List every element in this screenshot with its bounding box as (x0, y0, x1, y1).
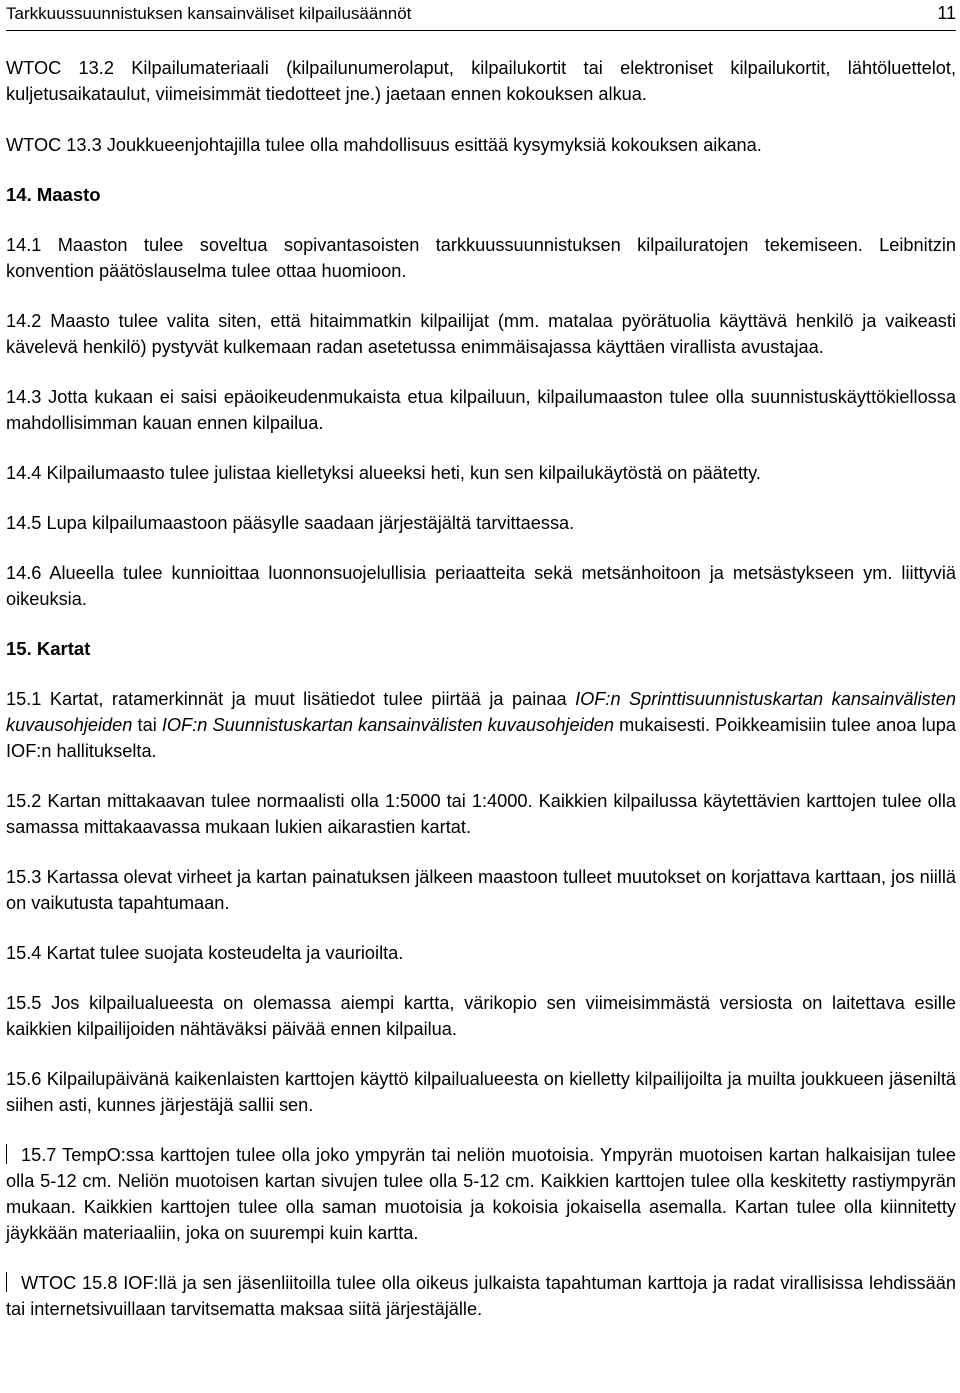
paragraph-14-1: 14.1 Maaston tulee soveltua sopivantasoisten tarkkuussuunnistuksen kilpailuratojen tekemiseen. Leibnitzin konvention päätöslauselma tulee ottaa huomioon. (6, 235, 956, 281)
document-page (6, 0, 956, 1322)
section-heading-15: 15. Kartat (6, 638, 91, 659)
paragraph-14-3: 14.3 Jotta kukaan ei saisi epäoikeudenmukaista etua kilpailuun, kilpailumaaston tulee olla suunnistuskäyttökiellossa mahdollisimman kauan ennen kilpailua. (6, 387, 956, 433)
paragraph-15-1-reference-orienteering: IOF:n Suunnistuskartan kansainvälisten kuvausohjeiden (161, 715, 614, 735)
paragraph-15-7 (6, 1142, 956, 1246)
paragraph-15-1-text-a: 15.1 Kartat, ratamerkinnät ja muut lisätiedot tulee piirtää ja painaa (6, 689, 576, 709)
paragraph-15-6: 15.6 Kilpailupäivänä kaikenlaisten karttojen käyttö kilpailualueesta on kielletty kilpailijoilta ja muilta joukkueen jäseniltä siihen asti, kunnes järjestäjä sallii sen. (6, 1069, 956, 1115)
page-header (6, 0, 956, 31)
paragraph-15-7-text: 15.7 TempO:ssa karttojen tulee olla joko ympyrän tai neliön muotoisia. Ympyrän muotoisen kartan halkaisijan tulee olla 5-12 cm. Neliön muotoisen kartan sivujen tulee olla 5-12 cm. Kaikkien karttojen tulee olla keskitetty rastiympyrän mukaan. Kaikkien karttojen tulee olla saman muotoisia ja kokoisia jokaisella asemalla. Kartan tulee olla kiinnitetty jäykkään materiaaliin, joka on suurempi kuin kartta. (6, 1145, 956, 1243)
header-title: Tarkkuussuunnistuksen kansainväliset kilpailusäännöt (6, 4, 412, 23)
paragraph-15-5: 15.5 Jos kilpailualueesta on olemassa aiempi kartta, värikopio sen viimeisimmästä versiosta on laitettava esille kaikkien kilpailijoiden nähtäväksi päivää ennen kilpailua. (6, 993, 956, 1039)
paragraph-wtoc-13-3: WTOC 13.3 Joukkueenjohtajilla tulee olla mahdollisuus esittää kysymyksiä kokouksen aikana. (6, 135, 762, 155)
paragraph-15-1-text-c: tai (132, 715, 162, 735)
paragraph-14-2: 14.2 Maasto tulee valita siten, että hitaimmatkin kilpailijat (mm. matalaa pyörätuolia käyttävä henkilö ja vaikeasti kävelevä henkilö) pystyvät kulkemaan radan asetetussa enimmäisajassa käyttäen virallista avustajaa. (6, 311, 956, 357)
paragraph-15-1-reference-sprint: IOF:n Sprinttisuunnistuskartan kansainvälisten kuvausohjeiden (6, 689, 956, 735)
paragraph-15-1 (6, 686, 956, 764)
change-bar (6, 1144, 7, 1164)
paragraph-14-5: 14.5 Lupa kilpailumaastoon pääsylle saadaan järjestäjältä tarvittaessa. (6, 513, 575, 533)
paragraph-15-2: 15.2 Kartan mittakaavan tulee normaalisti olla 1:5000 tai 1:4000. Kaikkien kilpailussa käytettävien karttojen tulee olla samassa mittakaavassa mukaan lukien aikarastien kartat. (6, 791, 956, 837)
paragraph-14-4: 14.4 Kilpailumaasto tulee julistaa kielletyksi alueeksi heti, kun sen kilpailukäytöstä on päätetty. (6, 463, 761, 483)
page-number: 11 (937, 3, 956, 23)
section-heading-14: 14. Maasto (6, 184, 101, 205)
paragraph-wtoc-13-2: WTOC 13.2 Kilpailumateriaali (kilpailunumerolaput, kilpailukortit tai elektroniset kilpailukortit, lähtöluettelot, kuljetusaikataulut, viimeisimmät tiedotteet jne.) jaetaan ennen kokouksen alkua. (6, 58, 956, 104)
paragraph-15-4: 15.4 Kartat tulee suojata kosteudelta ja vaurioilta. (6, 943, 404, 963)
paragraph-wtoc-15-8-text: WTOC 15.8 IOF:llä ja sen jäsenliitoilla tulee olla oikeus julkaista tapahtuman karttoja ja radat virallisissa lehdissään tai internetsivuillaan tarvitsematta maksaa siitä järjestäjälle. (6, 1273, 956, 1319)
paragraph-wtoc-15-8 (6, 1270, 956, 1322)
paragraph-14-6: 14.6 Alueella tulee kunnioittaa luonnonsuojelullisia periaatteita sekä metsänhoitoon ja metsästykseen ym. liittyviä oikeuksia. (6, 563, 956, 609)
paragraph-15-1-text-e: mukaisesti. Poikkeamisiin tulee anoa lupa IOF:n hallitukselta. (6, 715, 956, 761)
paragraph-15-3: 15.3 Kartassa olevat virheet ja kartan painatuksen jälkeen maastoon tulleet muutokset on korjattava karttaan, jos niillä on vaikutusta tapahtumaan. (6, 867, 956, 913)
change-bar (6, 1272, 7, 1292)
document-body (6, 55, 956, 1322)
